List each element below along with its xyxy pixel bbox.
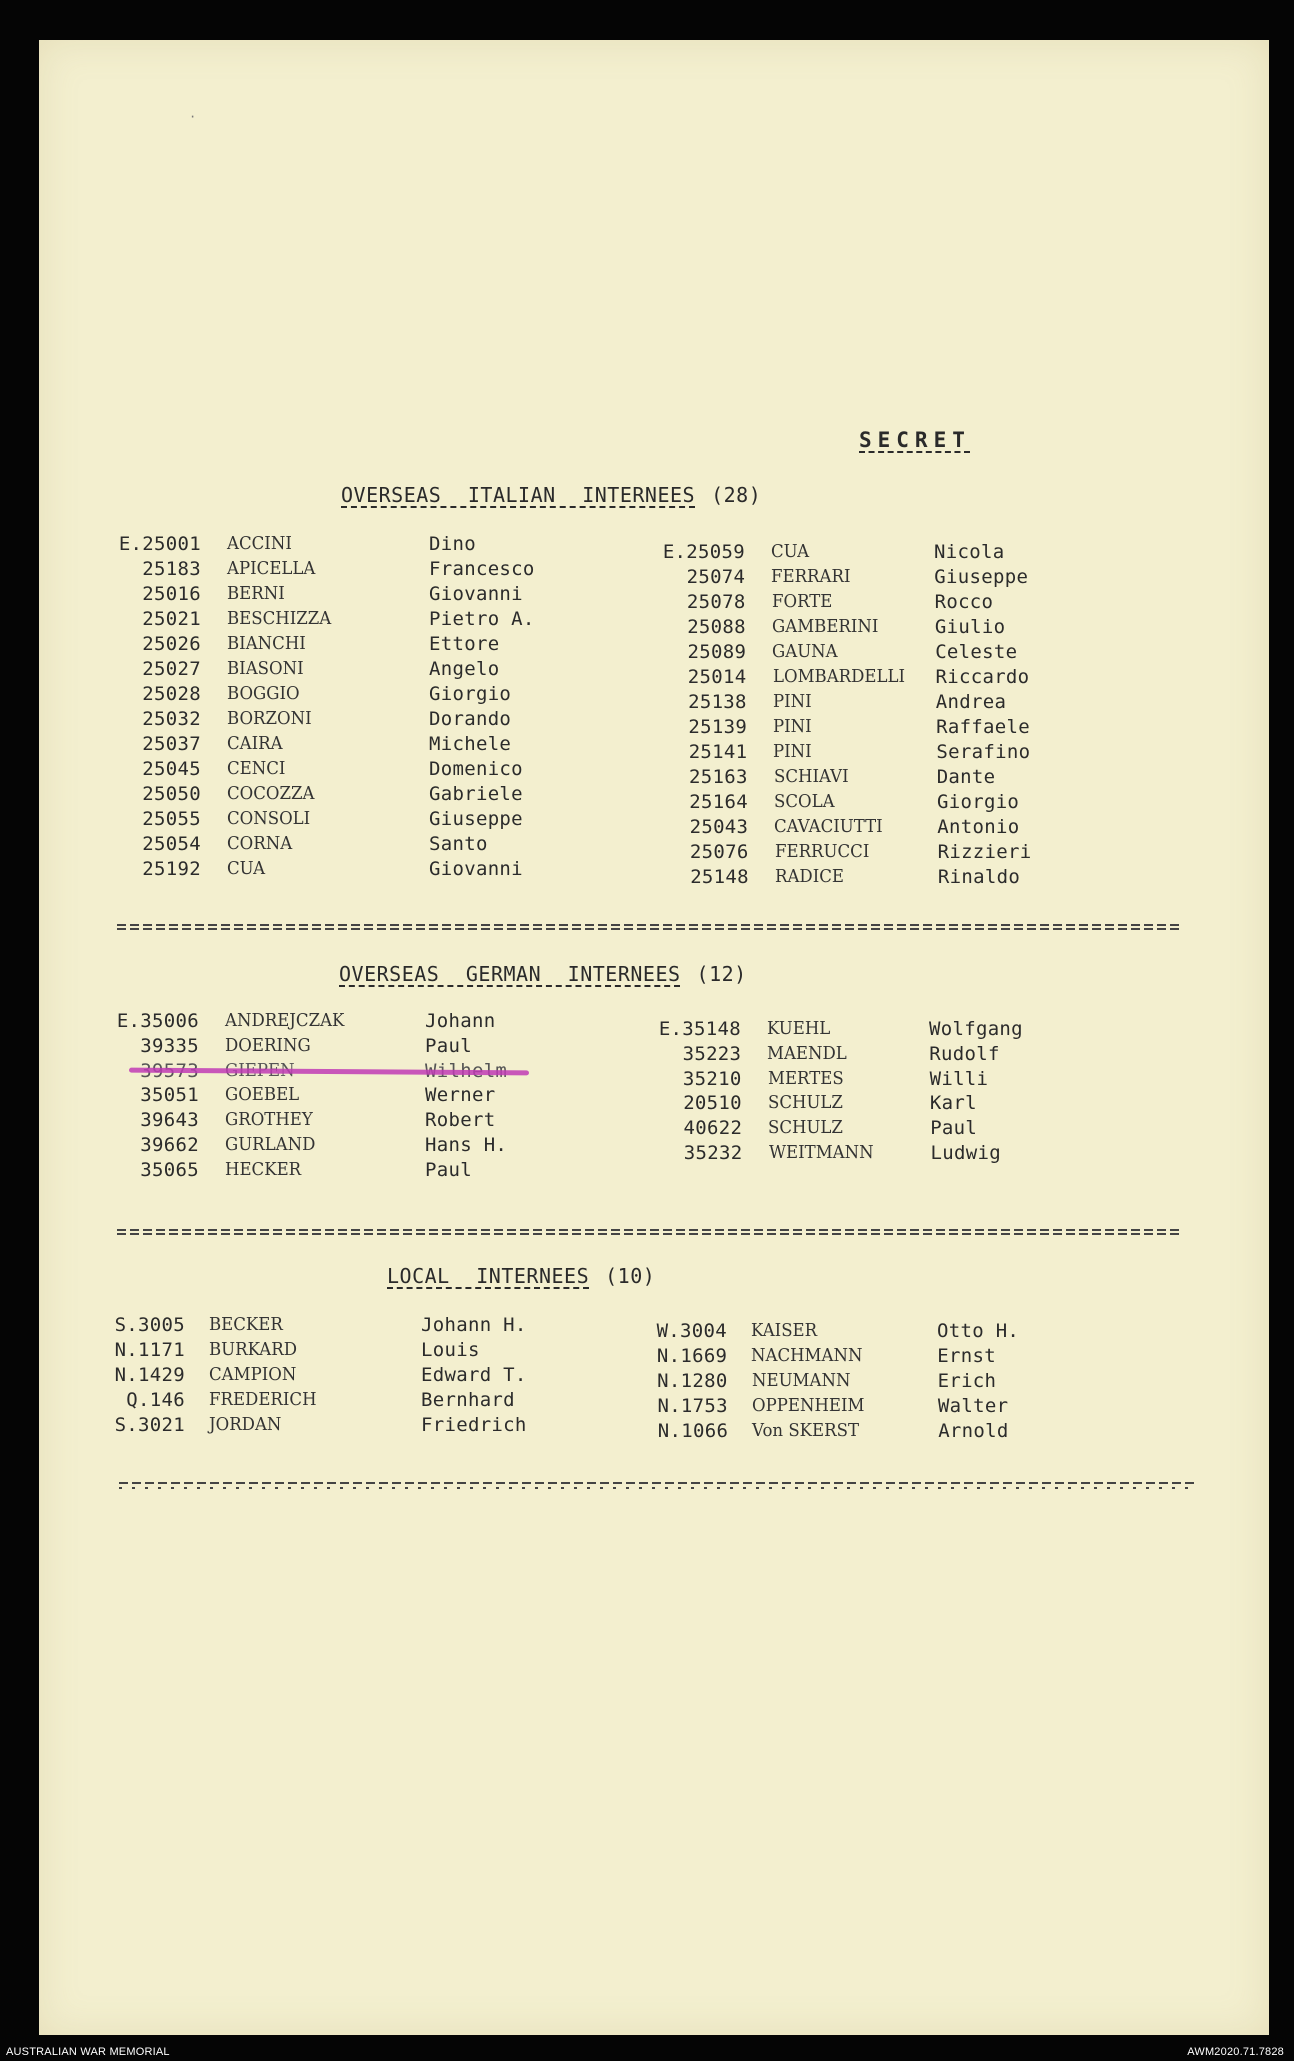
internee-given-name: Ernst [937,1345,996,1367]
local-right-row [40,1395,1240,1419]
internee-surname: KAISER [751,1320,818,1341]
internee-number: 35065 [140,1158,199,1181]
internee-number: 35232 [683,1142,743,1164]
internee-surname: PINI [772,691,812,712]
internee-given-name: Karl [929,1092,977,1115]
italian-right-row [41,666,1241,690]
internee-given-name: Andrea [935,691,1007,713]
italian-heading-text: OVERSEAS ITALIAN INTERNEES [341,483,696,507]
internee-surname: SCHULZ [767,1092,843,1114]
internee-surname: CUA [771,541,810,562]
internee-given-name: Robert [425,1109,496,1132]
internee-number: 25055 [142,808,201,830]
internee-given-name: Wolfgang [929,1018,1023,1040]
internee-given-name: Rinaldo [937,866,1021,888]
internee-given-name: Michele [429,733,512,755]
german-heading-text: OVERSEAS GERMAN INTERNEES [339,962,681,986]
internee-number: 25148 [690,866,749,888]
internee-surname: CAVACIUTTI [774,816,884,837]
internee-given-name: Paul [425,1034,472,1057]
internee-given-name: Arnold [938,1420,1009,1442]
internee-number: 35223 [682,1042,742,1065]
internee-given-name: Gabriele [429,783,523,805]
internee-number: 25078 [686,591,746,613]
internee-number: 40622 [683,1117,743,1140]
internee-surname: COCOZZA [227,783,315,804]
internee-given-name: Giorgio [429,683,512,705]
internee-number: 25054 [142,833,201,855]
internee-given-name: Willi [929,1067,989,1090]
italian-heading [341,483,761,507]
italian-right-row [42,816,1242,840]
section-separator-1 [117,923,1181,931]
internee-number: S.3021 [114,1414,185,1436]
italian-right-row [42,791,1242,815]
internee-given-name: Raffaele [936,716,1031,738]
pencil-mark: · [189,110,197,124]
internee-given-name: Serafino [936,741,1031,763]
internee-number: 25076 [689,841,749,863]
internee-given-name: Ettore [429,633,500,655]
internee-number: 25192 [142,858,201,880]
internee-number: 35051 [140,1084,199,1107]
internee-surname: RADICE [774,866,844,887]
section-separator-2 [117,1228,1181,1236]
local-heading-text: LOCAL INTERNEES [387,1264,590,1288]
internee-given-name: Domenico [429,758,523,780]
internee-number: 39662 [140,1134,199,1156]
italian-right-row [41,691,1241,715]
internee-given-name: Giovanni [429,583,523,605]
german-right-row [40,1092,1240,1116]
internee-surname: BIASONI [227,658,304,679]
internee-number: Q.146 [126,1389,185,1411]
internee-surname: WEITMANN [768,1142,874,1163]
internee-number: 25138 [688,691,747,713]
section-separator-3 [119,1481,1195,1489]
internee-given-name: Otto H. [937,1320,1020,1342]
internee-surname: FORTE [771,591,832,612]
internee-number: 25043 [689,816,749,838]
italian-right-row [43,841,1243,865]
italian-right-row [40,591,1240,615]
internee-given-name: Giuseppe [429,808,523,830]
italian-right-row [39,541,1239,565]
internee-given-name: Antonio [937,816,1020,838]
internee-given-name: Dorando [429,708,512,730]
internee-number: 25139 [688,716,748,738]
internee-surname: PINI [773,741,813,762]
footer-credit: AUSTRALIAN WAR MEMORIAL [6,2046,170,2058]
german-heading [339,962,747,986]
internee-number: 35210 [682,1067,742,1090]
internee-number: 25089 [687,641,747,663]
internee-given-name: Giovanni [429,858,523,880]
internee-surname: BECKER [209,1314,283,1335]
internee-surname: GROTHEY [225,1109,313,1131]
internee-number: W.3004 [656,1320,727,1342]
internee-given-name: Louis [421,1339,480,1361]
internee-number: E.35148 [658,1018,741,1040]
internee-given-name: Rocco [934,591,994,613]
internee-given-name: Johann H. [421,1314,527,1336]
internee-number: 25027 [142,658,201,680]
internee-surname: JORDAN [209,1414,282,1435]
italian-count: (28) [711,483,762,507]
internee-given-name: Pietro A. [429,608,535,630]
german-count: (12) [696,962,747,986]
italian-right-row [42,766,1242,790]
internee-number: 25037 [142,733,201,755]
internee-number: N.1669 [656,1345,728,1367]
document-page [39,40,1269,2035]
internee-given-name: Giulio [934,616,1006,638]
internee-surname: MAENDL [767,1042,848,1064]
internee-surname: FREDERICH [209,1389,317,1410]
internee-number: N.1429 [114,1364,185,1386]
internee-given-name: Werner [425,1084,496,1107]
internee-surname: BORZONI [227,708,312,729]
internee-given-name: Francesco [429,558,535,580]
internee-surname: SCHULZ [768,1117,844,1139]
internee-given-name: Ludwig [930,1142,1001,1164]
internee-given-name: Nicola [934,541,1005,563]
local-heading [387,1264,655,1288]
internee-surname: SCOLA [774,791,835,812]
internee-surname: BESCHIZZA [227,608,332,629]
internee-surname: HECKER [225,1158,302,1180]
internee-number: 25163 [688,766,748,788]
internee-number: 25045 [142,758,201,780]
internee-surname: GAMBERINI [771,616,879,637]
internee-number: 25032 [142,708,201,730]
internee-number: 25021 [142,608,201,630]
internee-given-name: Rudolf [929,1042,1000,1065]
internee-number: 25014 [687,666,747,688]
internee-surname: BERNI [227,583,285,604]
internee-surname: DOERING [225,1034,311,1056]
internee-given-name: Friedrich [421,1414,527,1436]
internee-surname: PINI [773,716,812,737]
italian-right-row [43,866,1243,890]
internee-surname: SCHIAVI [773,766,849,787]
internee-number: 25050 [142,783,201,805]
german-right-row [39,1018,1239,1042]
internee-surname: FERRUCCI [774,841,869,862]
internee-given-name: Celeste [935,641,1018,663]
internee-number: E.25059 [662,541,745,563]
internee-surname: CONSOLI [227,808,311,829]
internee-number: 25141 [688,741,748,763]
internee-given-name: Riccardo [935,666,1030,688]
internee-number: N.1066 [657,1420,729,1442]
internee-number: 39335 [140,1034,199,1057]
footer-reference: AWM2020.71.7828 [1187,2046,1284,2058]
internee-surname: KUEHL [767,1018,831,1039]
internee-given-name: Paul [930,1117,978,1140]
internee-number: 25088 [687,616,746,638]
internee-given-name: Giuseppe [934,566,1029,588]
internee-surname: BIANCHI [227,633,306,654]
internee-surname: CAMPION [209,1364,297,1385]
internee-number: S.3005 [114,1314,185,1336]
internee-surname: GURLAND [225,1134,316,1155]
internee-number: N.1171 [114,1339,185,1361]
internee-given-name: Giorgio [937,791,1020,813]
internee-number: E.25001 [118,533,201,555]
internee-surname: CAIRA [227,733,283,754]
internee-number: 25026 [142,633,201,655]
internee-given-name: Hans H. [425,1134,508,1156]
internee-given-name: Rizzieri [937,841,1032,863]
internee-surname: CORNA [227,833,293,854]
italian-right-row [39,566,1239,590]
internee-surname: NACHMANN [751,1345,863,1366]
internee-number: 25074 [686,566,746,588]
internee-given-name: Johann [425,1010,496,1032]
german-right-row [41,1142,1241,1166]
internee-number: 39643 [140,1109,199,1132]
internee-surname: LOMBARDELLI [772,666,905,687]
internee-surname: CUA [227,858,266,879]
german-right-row [40,1117,1240,1141]
internee-surname: Von SKERST [752,1420,860,1441]
local-right-row [40,1420,1240,1444]
internee-given-name: Dante [936,766,996,788]
internee-given-name: Bernhard [421,1389,515,1411]
internee-surname: NEUMANN [751,1370,851,1391]
internee-surname: ANDREJCZAK [225,1010,345,1031]
internee-surname: ACCINI [227,533,292,554]
internee-surname: BOGGIO [227,683,300,704]
internee-given-name: Dino [429,533,476,555]
italian-right-row [41,741,1241,765]
internee-given-name: Walter [937,1395,1009,1417]
italian-right-row [40,616,1240,640]
internee-number: 25028 [142,683,201,705]
internee-number: 25183 [142,558,201,580]
internee-number: E.35006 [116,1010,199,1032]
local-right-row [39,1320,1239,1344]
italian-right-row [40,641,1240,665]
german-right-row [39,1043,1239,1067]
internee-given-name: Edward T. [421,1364,527,1386]
internee-number: 20510 [683,1092,742,1115]
internee-number: 25164 [689,791,748,813]
internee-given-name: Santo [429,833,488,855]
internee-surname: MERTES [767,1067,844,1089]
internee-given-name: Angelo [429,658,500,680]
internee-number: N.1753 [657,1395,728,1417]
internee-number: 25016 [142,583,201,605]
internee-surname: GOEBEL [225,1084,300,1106]
local-right-row [40,1370,1240,1394]
internee-given-name: Paul [425,1158,472,1181]
internee-surname: CENCI [227,758,286,779]
internee-surname: FERRARI [771,566,851,587]
internee-surname: BURKARD [209,1339,298,1360]
local-count: (10) [605,1264,656,1288]
italian-right-row [41,716,1241,740]
internee-surname: GAUNA [772,641,838,662]
internee-given-name: Erich [937,1370,997,1392]
internee-number: N.1280 [657,1370,728,1392]
internee-surname: OPPENHEIM [751,1395,865,1416]
classification-stamp: SECRET [859,428,971,452]
internee-surname: APICELLA [227,558,316,579]
local-right-row [39,1345,1239,1369]
